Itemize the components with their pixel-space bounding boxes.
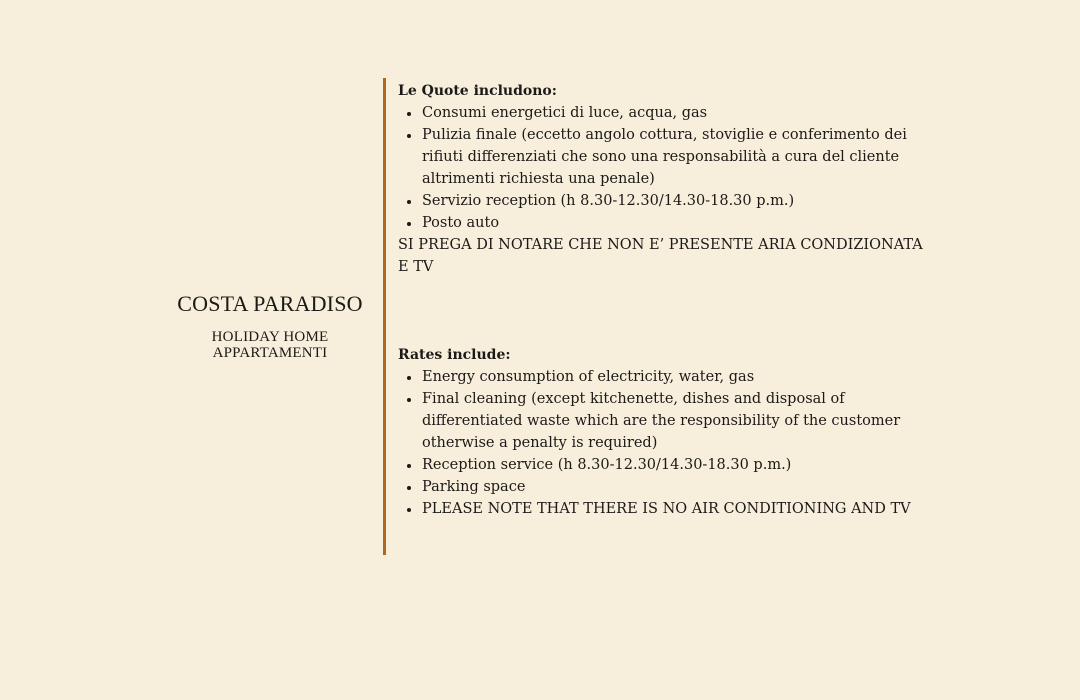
vertical-divider [383,78,386,555]
brand-subtitle [150,329,390,361]
list-item: Servizio reception (h 8.30-12.30/14.30-18.30 p.m.) [422,190,928,212]
rates-content [398,80,928,520]
list-item: Posto auto [422,212,928,234]
list-item: Consumi energetici di luce, acqua, gas [422,102,928,124]
italian-list [398,102,928,234]
list-item: PLEASE NOTE THAT THERE IS NO AIR CONDITIONING AND TV [422,498,928,520]
italian-note: SI PREGA DI NOTARE CHE NON E’ PRESENTE ARIA CONDIZIONATA E TV [398,237,923,275]
list-item: Parking space [422,476,928,498]
english-section [398,344,928,520]
english-heading: Rates include: [398,347,511,363]
section-spacer [398,278,928,344]
italian-heading: Le Quote includono: [398,83,557,99]
list-item: Final cleaning (except kitchenette, dishes and disposal of differentiated waste which are the responsibility of the customer otherwise a penalty is required) [422,388,928,454]
brand-subtitle-line2: APPARTAMENTI [212,345,328,361]
brand-title: COSTA PARADISO [177,291,363,316]
list-item: Energy consumption of electricity, water, gas [422,366,928,388]
italian-section [398,80,928,278]
brand-block [150,290,390,361]
brand-subtitle-line1: HOLIDAY HOME [211,329,329,345]
list-item: Pulizia finale (eccetto angolo cottura, stoviglie e conferimento dei rifiuti differenziati che sono una responsabilità a cura del cliente altrimenti richiesta una penale) [422,124,928,190]
list-item: Reception service (h 8.30-12.30/14.30-18.30 p.m.) [422,454,928,476]
english-list [398,366,928,520]
